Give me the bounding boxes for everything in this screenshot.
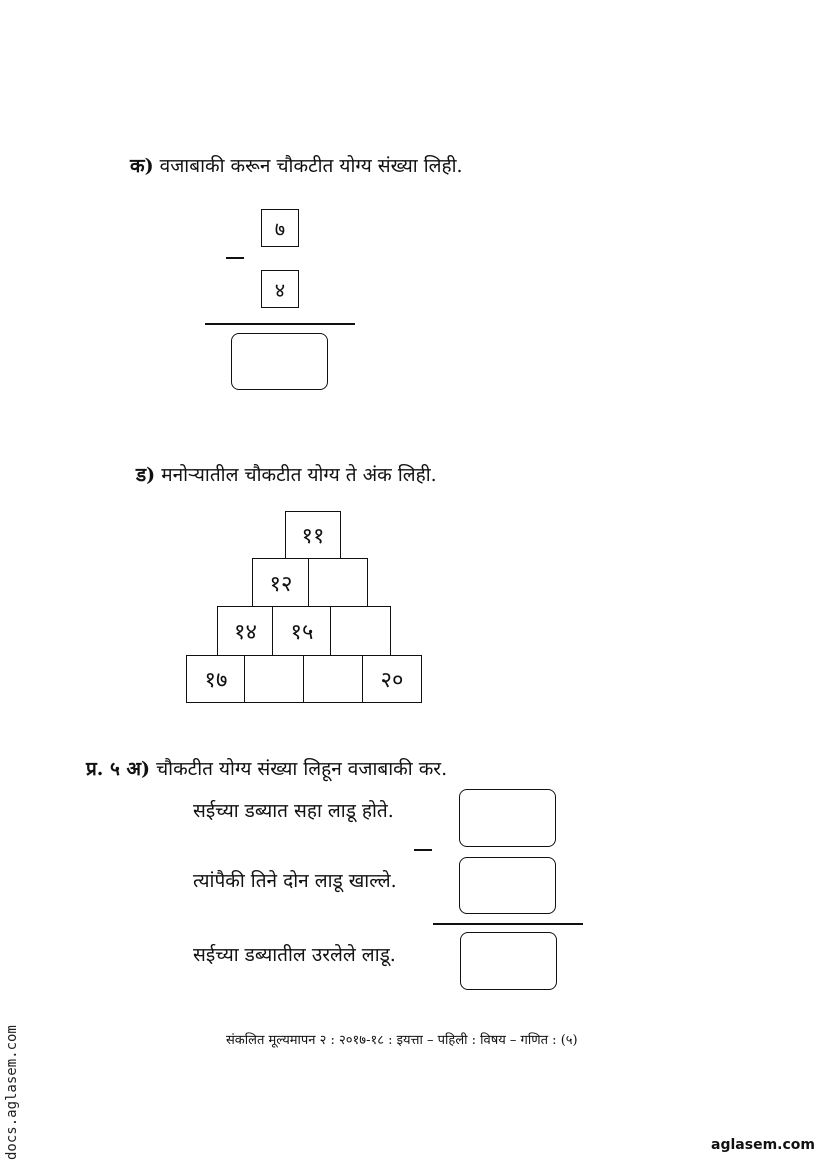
answer-box-1[interactable]: [459, 789, 556, 847]
pyramid-blank-cell[interactable]: [244, 655, 305, 703]
pyramid-cell: १४: [217, 606, 274, 656]
pyramid-blank-cell[interactable]: [330, 606, 391, 656]
section-d-label: ड): [136, 464, 156, 486]
minus-sign: [226, 257, 244, 259]
pyramid-cell: ११: [285, 511, 341, 559]
answer-box-3[interactable]: [460, 932, 557, 990]
pyramid-blank-cell[interactable]: [303, 655, 364, 703]
question-5-label: प्र. ५ अ): [86, 758, 151, 780]
page-footer: संकलित मूल्यमापन २ : २०१७-१८ : इयत्ता – पहिली : विषय – गणित : (५): [226, 1033, 578, 1048]
section-k-heading: [130, 152, 463, 178]
statement-line-2: त्यांपैकी तिने दोन लाडू खाल्ले.: [193, 870, 397, 892]
subtraction-bottom-box: ४: [261, 270, 299, 308]
answer-box-2[interactable]: [459, 857, 556, 914]
section-d-heading: [136, 461, 437, 487]
statement-line-1: सईच्या डब्यात सहा लाडू होते.: [193, 800, 394, 822]
section-k-instruction: वजाबाकी करून चौकटीत योग्य संख्या लिही.: [159, 155, 463, 177]
section-k-label: क): [130, 155, 154, 177]
subtraction-top-box: ७: [261, 209, 299, 247]
statement-line-3: सईच्या डब्यातील उरलेले लाडू.: [193, 944, 396, 966]
section-d-instruction: मनोऱ्यातील चौकटीत योग्य ते अंक लिही.: [161, 464, 437, 486]
pyramid-cell: २०: [362, 655, 422, 703]
subtraction-answer-box[interactable]: [231, 333, 328, 390]
pyramid-cell: १७: [186, 655, 246, 703]
pyramid-cell: १२: [252, 558, 310, 607]
question-5-heading: [86, 755, 447, 781]
side-watermark: docs.aglasem.com: [4, 1025, 20, 1160]
minus-sign: [414, 849, 432, 851]
subtraction-line: [205, 323, 355, 325]
pyramid-cell: १५: [272, 606, 332, 656]
subtraction-line: [433, 923, 583, 925]
pyramid-blank-cell[interactable]: [308, 558, 368, 607]
corner-watermark: aglasem.com: [711, 1137, 815, 1153]
question-5-instruction: चौकटीत योग्य संख्या लिहून वजाबाकी कर.: [156, 758, 448, 780]
